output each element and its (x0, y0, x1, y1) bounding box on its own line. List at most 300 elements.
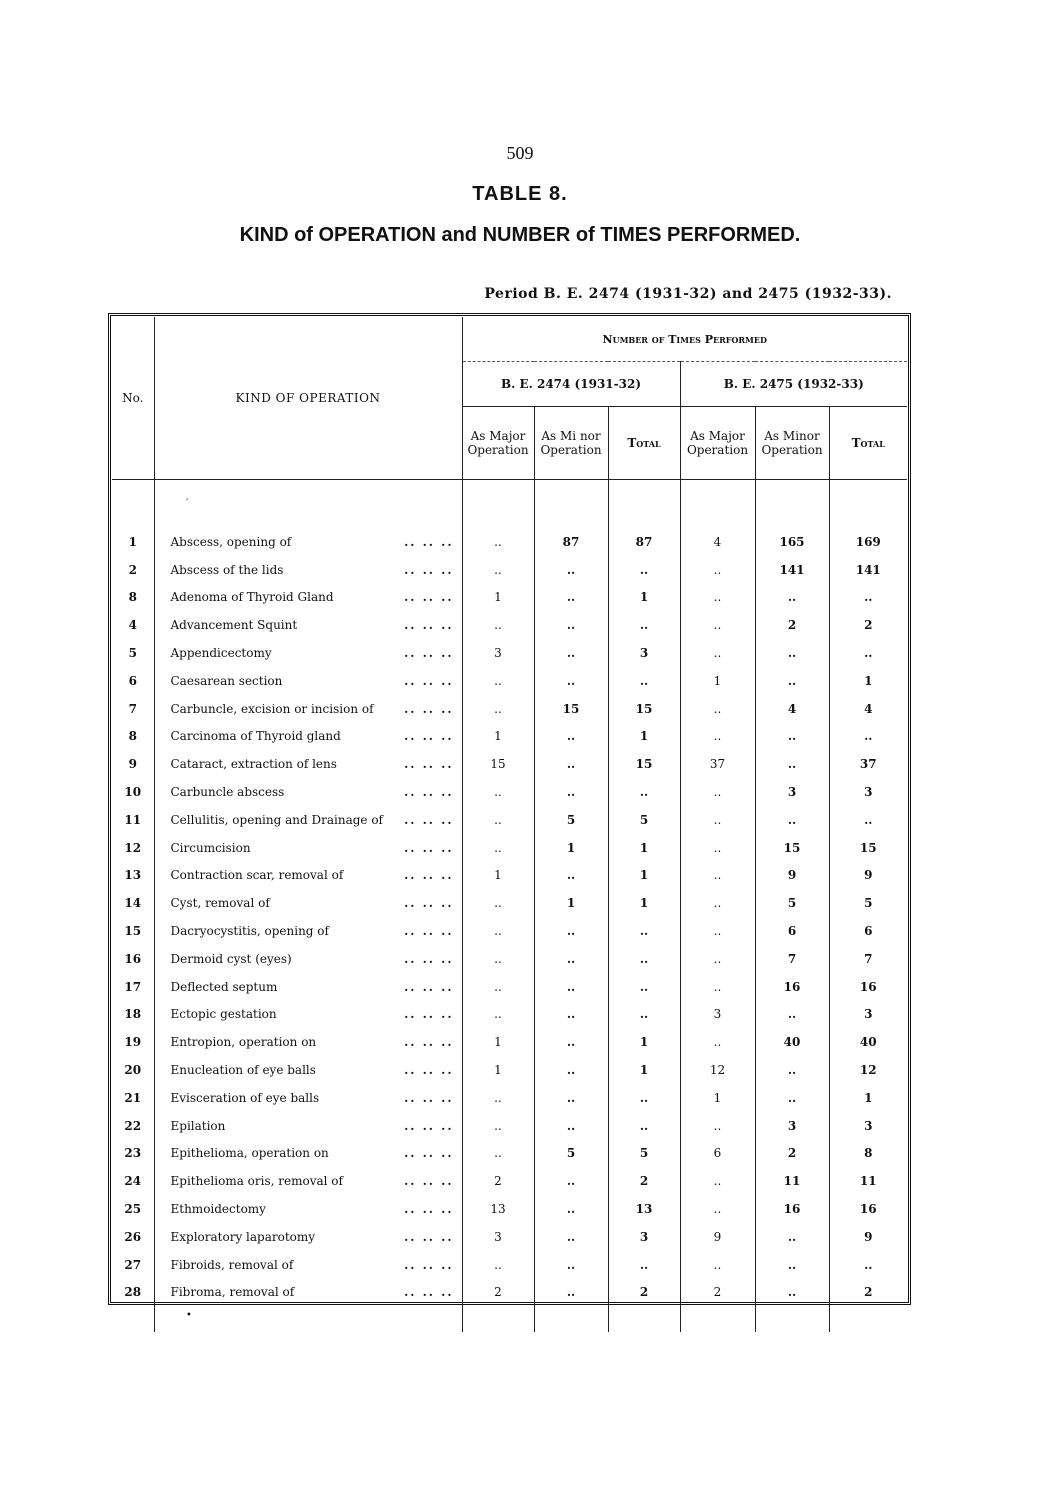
cell-minor-2: 15 (755, 834, 829, 862)
cell-minor-1: .. (534, 945, 608, 973)
row-kind-cell (154, 1279, 462, 1307)
cell-total-2: 4 (829, 695, 907, 723)
leader-dots: .. .. .. (404, 1090, 454, 1105)
stray-mark: ′ (186, 498, 189, 509)
table-row (112, 1112, 907, 1140)
cell-major-2: .. (680, 806, 755, 834)
cell-minor-1: .. (534, 723, 608, 751)
cell-minor-2: .. (755, 1084, 829, 1112)
row-kind-cell (154, 1001, 462, 1029)
cell-total-2: 3 (829, 778, 907, 806)
leader-dots: .. .. .. (404, 1007, 454, 1022)
cell-total-2: 40 (829, 1028, 907, 1056)
operation-name: Epithelioma oris, removal of (170, 1174, 343, 1189)
row-kind-cell (154, 528, 462, 556)
cell-minor-2: .. (755, 750, 829, 778)
cell-minor-2: .. (755, 667, 829, 695)
table-row (112, 1223, 907, 1251)
col-header-total-1: Total (608, 407, 680, 480)
leader-dots: .. .. .. (404, 1202, 454, 1217)
operation-name: Fibroma, removal of (170, 1285, 295, 1300)
cell-total-2: 169 (829, 528, 907, 556)
row-kind-cell (154, 973, 462, 1001)
cell-major-1: .. (462, 806, 534, 834)
row-number: 17 (124, 979, 142, 994)
row-kind-cell (154, 917, 462, 945)
operation-name: Cataract, extraction of lens (170, 757, 337, 772)
cell-total-2: .. (829, 806, 907, 834)
cell-major-1: 3 (462, 639, 534, 667)
table-row (112, 1028, 907, 1056)
table-row (112, 778, 907, 806)
row-kind-cell (154, 1140, 462, 1168)
cell-major-2: .. (680, 945, 755, 973)
cell-minor-2: 2 (755, 1140, 829, 1168)
cell-minor-2: 165 (755, 528, 829, 556)
cell-minor-2: 9 (755, 862, 829, 890)
row-kind-cell (154, 1195, 462, 1223)
row-number: 26 (124, 1229, 142, 1244)
cell-total-2: 2 (829, 611, 907, 639)
cell-major-2: .. (680, 556, 755, 584)
table-row (112, 639, 907, 667)
period2-header: B. E. 2475 (1932-33) (680, 362, 907, 407)
leader-dots: .. .. .. (404, 924, 454, 939)
operation-name: Epilation (170, 1118, 226, 1133)
cell-total-2: 5 (829, 889, 907, 917)
cell-major-1: .. (462, 1112, 534, 1140)
col-header-major-2: As Major Operation (680, 407, 755, 480)
table-row (112, 1279, 907, 1307)
cell-total-2: 2 (829, 1279, 907, 1307)
cell-total-1: 5 (608, 806, 680, 834)
cell-major-2: .. (680, 1112, 755, 1140)
table-row (112, 750, 907, 778)
cell-major-2: 6 (680, 1140, 755, 1168)
cell-total-1: .. (608, 973, 680, 1001)
cell-total-1: 87 (608, 528, 680, 556)
cell-total-2: 15 (829, 834, 907, 862)
row-number: 14 (124, 896, 142, 911)
cell-minor-1: .. (534, 1195, 608, 1223)
cell-minor-1: .. (534, 917, 608, 945)
cell-total-1: 2 (608, 1167, 680, 1195)
operation-name: Carbuncle, excision or incision of (170, 701, 374, 716)
leader-dots: .. .. .. (404, 1146, 454, 1161)
cell-major-2: 12 (680, 1056, 755, 1084)
leader-dots: .. .. .. (404, 979, 454, 994)
row-kind-cell (154, 1028, 462, 1056)
table-row (112, 945, 907, 973)
cell-minor-1: .. (534, 1167, 608, 1195)
operations-table (112, 317, 907, 1332)
cell-total-2: 11 (829, 1167, 907, 1195)
operation-name: Entropion, operation on (170, 1035, 317, 1050)
cell-total-1: 2 (608, 1279, 680, 1307)
cell-minor-2: .. (755, 723, 829, 751)
cell-major-2: .. (680, 917, 755, 945)
table-row (112, 1167, 907, 1195)
cell-minor-2: 3 (755, 1112, 829, 1140)
cell-total-1: .. (608, 1084, 680, 1112)
cell-total-1: 1 (608, 1028, 680, 1056)
row-kind-cell (154, 639, 462, 667)
cell-major-2: .. (680, 778, 755, 806)
row-number: 8 (128, 590, 137, 605)
table-row (112, 973, 907, 1001)
row-number: 11 (124, 812, 142, 827)
table-row (112, 528, 907, 556)
leader-dots: .. .. .. (404, 701, 454, 716)
cell-major-2: .. (680, 611, 755, 639)
col-header-minor-2: As Minor Operation (755, 407, 829, 480)
cell-total-1: 1 (608, 889, 680, 917)
row-kind-cell (154, 723, 462, 751)
operation-name: Ethmoidectomy (170, 1202, 266, 1217)
cell-minor-1: .. (534, 1001, 608, 1029)
cell-total-1: .. (608, 917, 680, 945)
cell-total-2: 3 (829, 1001, 907, 1029)
cell-minor-2: 5 (755, 889, 829, 917)
cell-total-1: 1 (608, 1056, 680, 1084)
cell-major-1: .. (462, 667, 534, 695)
cell-total-1: 1 (608, 584, 680, 612)
cell-major-2: .. (680, 834, 755, 862)
leader-dots: .. .. .. (404, 1257, 454, 1272)
operation-name: Cyst, removal of (170, 896, 270, 911)
table-row (112, 556, 907, 584)
leader-dots: .. .. .. (404, 562, 454, 577)
cell-minor-2: .. (755, 1056, 829, 1084)
row-kind-cell (154, 695, 462, 723)
operation-name: Contraction scar, removal of (170, 868, 344, 883)
leader-dots: .. .. .. (404, 1174, 454, 1189)
leader-dots: .. .. .. (404, 729, 454, 744)
row-number: 23 (124, 1146, 142, 1161)
table-row (112, 806, 907, 834)
cell-minor-1: 1 (534, 889, 608, 917)
cell-major-1: 1 (462, 1056, 534, 1084)
cell-major-2: 37 (680, 750, 755, 778)
cell-major-1: 1 (462, 584, 534, 612)
cell-major-1: 1 (462, 1028, 534, 1056)
leader-dots: .. .. .. (404, 534, 454, 549)
table-row (112, 611, 907, 639)
cell-total-1: 3 (608, 1223, 680, 1251)
cell-total-1: .. (608, 611, 680, 639)
row-number: 8 (128, 729, 137, 744)
cell-minor-1: .. (534, 639, 608, 667)
cell-major-2: .. (680, 1251, 755, 1279)
operation-name: Evisceration of eye balls (170, 1090, 320, 1105)
cell-major-1: 1 (462, 862, 534, 890)
cell-minor-1: 1 (534, 834, 608, 862)
leader-dots: .. .. .. (404, 1229, 454, 1244)
row-number: 4 (128, 618, 137, 633)
row-number: 1 (128, 534, 137, 549)
cell-total-1: 13 (608, 1195, 680, 1223)
cell-total-2: 3 (829, 1112, 907, 1140)
period-caption: Period B. E. 2474 (1931-32) and 2475 (1932-33). (484, 286, 892, 302)
table-row (112, 834, 907, 862)
cell-major-1: .. (462, 1001, 534, 1029)
cell-minor-1: 15 (534, 695, 608, 723)
table-row (112, 1251, 907, 1279)
row-number: 18 (124, 1007, 142, 1022)
cell-total-2: .. (829, 1251, 907, 1279)
cell-minor-2: 11 (755, 1167, 829, 1195)
page-title: KIND of OPERATION and NUMBER of TIMES PERFORMED. (239, 224, 801, 246)
row-number: 15 (124, 924, 142, 939)
table-row (112, 889, 907, 917)
row-kind-cell (154, 667, 462, 695)
cell-total-1: 1 (608, 723, 680, 751)
row-number: 9 (128, 757, 137, 772)
cell-total-1: .. (608, 1251, 680, 1279)
leader-dots: .. .. .. (404, 840, 454, 855)
table-row (112, 1084, 907, 1112)
row-number: 16 (124, 951, 142, 966)
row-number: 2 (128, 562, 137, 577)
table-body (112, 480, 907, 1333)
operation-name: Adenoma of Thyroid Gland (170, 590, 334, 605)
table-row (112, 723, 907, 751)
row-kind-cell (154, 750, 462, 778)
cell-minor-2: 16 (755, 973, 829, 1001)
row-number: 13 (124, 868, 142, 883)
cell-minor-1: .. (534, 1028, 608, 1056)
cell-minor-2: .. (755, 639, 829, 667)
cell-minor-1: .. (534, 778, 608, 806)
table-row (112, 584, 907, 612)
cell-major-2: 1 (680, 1084, 755, 1112)
cell-major-1: .. (462, 611, 534, 639)
cell-minor-2: .. (755, 1001, 829, 1029)
row-kind-cell (154, 889, 462, 917)
cell-total-2: .. (829, 723, 907, 751)
cell-total-2: 6 (829, 917, 907, 945)
cell-major-1: 2 (462, 1279, 534, 1307)
row-number: 10 (124, 785, 142, 800)
cell-minor-2: 16 (755, 1195, 829, 1223)
cell-minor-2: 6 (755, 917, 829, 945)
operation-name: Carcinoma of Thyroid gland (170, 729, 341, 744)
group-header: Number of Times Performed (462, 317, 907, 362)
cell-total-1: 1 (608, 834, 680, 862)
cell-minor-2: .. (755, 1251, 829, 1279)
leader-dots: .. .. .. (404, 673, 454, 688)
cell-major-1: 2 (462, 1167, 534, 1195)
cell-major-1: .. (462, 834, 534, 862)
operation-name: Advancement Squint (170, 618, 298, 633)
operation-name: Carbuncle abscess (170, 785, 285, 800)
table-label: TABLE 8. (472, 183, 568, 205)
operation-name: Abscess, opening of (170, 534, 292, 549)
cell-total-2: 7 (829, 945, 907, 973)
cell-major-2: .. (680, 723, 755, 751)
leader-dots: .. .. .. (404, 1285, 454, 1300)
cell-total-2: 9 (829, 862, 907, 890)
row-kind-cell (154, 806, 462, 834)
row-kind-cell (154, 778, 462, 806)
cell-total-1: .. (608, 667, 680, 695)
cell-major-1: 1 (462, 723, 534, 751)
spacer-row (112, 1306, 907, 1332)
row-number: 27 (124, 1257, 142, 1272)
cell-minor-1: .. (534, 1056, 608, 1084)
row-number: 19 (124, 1035, 142, 1050)
leader-dots: .. .. .. (404, 1035, 454, 1050)
cell-major-2: .. (680, 695, 755, 723)
leader-dots: .. .. .. (404, 812, 454, 827)
cell-major-2: .. (680, 862, 755, 890)
cell-minor-1: .. (534, 750, 608, 778)
table-row (112, 1140, 907, 1168)
cell-major-2: 1 (680, 667, 755, 695)
cell-major-2: .. (680, 1028, 755, 1056)
operation-name: Deflected septum (170, 979, 278, 994)
cell-major-1: .. (462, 889, 534, 917)
table-row (112, 917, 907, 945)
cell-minor-1: 5 (534, 806, 608, 834)
row-kind-cell (154, 1251, 462, 1279)
row-kind-cell (154, 611, 462, 639)
cell-minor-1: .. (534, 862, 608, 890)
cell-major-2: 3 (680, 1001, 755, 1029)
cell-major-1: .. (462, 695, 534, 723)
cell-minor-1: .. (534, 556, 608, 584)
cell-minor-2: .. (755, 584, 829, 612)
cell-total-1: 5 (608, 1140, 680, 1168)
col-header-total-2: Total (829, 407, 907, 480)
col-header-minor-1: As Mi nor Operation (534, 407, 608, 480)
leader-dots: .. .. .. (404, 1118, 454, 1133)
cell-minor-1: .. (534, 584, 608, 612)
cell-minor-1: .. (534, 1279, 608, 1307)
row-kind-cell (154, 1223, 462, 1251)
cell-minor-2: .. (755, 1223, 829, 1251)
leader-dots: .. .. .. (404, 951, 454, 966)
cell-major-2: .. (680, 889, 755, 917)
operation-name: Dacryocystitis, opening of (170, 924, 329, 939)
cell-major-1: 15 (462, 750, 534, 778)
leader-dots: .. .. .. (404, 868, 454, 883)
cell-minor-2: 40 (755, 1028, 829, 1056)
row-kind-cell (154, 1167, 462, 1195)
cell-total-2: 8 (829, 1140, 907, 1168)
leader-dots: .. .. .. (404, 896, 454, 911)
row-kind-cell (154, 1084, 462, 1112)
cell-minor-2: 2 (755, 611, 829, 639)
cell-major-1: .. (462, 1140, 534, 1168)
row-kind-cell (154, 945, 462, 973)
cell-total-2: 37 (829, 750, 907, 778)
table-row (112, 1001, 907, 1029)
row-number: 6 (128, 673, 137, 688)
cell-total-1: 15 (608, 750, 680, 778)
table-row (112, 1195, 907, 1223)
cell-total-1: .. (608, 1112, 680, 1140)
cell-minor-2: .. (755, 1279, 829, 1307)
cell-total-2: 16 (829, 1195, 907, 1223)
col-header-kind: KIND OF OPERATION (154, 317, 462, 480)
cell-total-2: .. (829, 584, 907, 612)
cell-total-2: .. (829, 639, 907, 667)
row-number: 28 (124, 1285, 142, 1300)
row-kind-cell (154, 1056, 462, 1084)
operation-name: Epithelioma, operation on (170, 1146, 329, 1161)
cell-major-1: .. (462, 1084, 534, 1112)
operation-name: Appendicectomy (170, 646, 272, 661)
leader-dots: .. .. .. (404, 1063, 454, 1078)
cell-major-2: 9 (680, 1223, 755, 1251)
leader-dots: .. .. .. (404, 757, 454, 772)
operation-name: Cellulitis, opening and Drainage of (170, 812, 383, 827)
row-number: 5 (128, 646, 137, 661)
row-number: 24 (124, 1174, 142, 1189)
col-header-major-1: As Major Operation (462, 407, 534, 480)
cell-total-1: .. (608, 556, 680, 584)
leader-dots: .. .. .. (404, 590, 454, 605)
leader-dots: .. .. .. (404, 785, 454, 800)
col-header-no: No. (112, 317, 154, 480)
cell-total-1: 1 (608, 862, 680, 890)
cell-major-2: .. (680, 639, 755, 667)
cell-minor-2: 141 (755, 556, 829, 584)
cell-major-2: .. (680, 1167, 755, 1195)
stray-mark-dot: • (186, 1310, 192, 1321)
cell-total-1: 15 (608, 695, 680, 723)
row-kind-cell (154, 556, 462, 584)
cell-major-1: 3 (462, 1223, 534, 1251)
table-row (112, 695, 907, 723)
cell-total-1: 3 (608, 639, 680, 667)
cell-major-1: .. (462, 528, 534, 556)
table-row (112, 667, 907, 695)
cell-total-1: .. (608, 945, 680, 973)
cell-minor-1: 5 (534, 1140, 608, 1168)
row-number: 20 (124, 1063, 142, 1078)
cell-minor-2: 3 (755, 778, 829, 806)
operation-name: Ectopic gestation (170, 1007, 277, 1022)
cell-minor-2: 4 (755, 695, 829, 723)
cell-total-1: .. (608, 778, 680, 806)
cell-major-1: .. (462, 945, 534, 973)
cell-minor-1: .. (534, 973, 608, 1001)
cell-minor-1: .. (534, 1112, 608, 1140)
cell-major-1: .. (462, 1251, 534, 1279)
cell-total-2: 1 (829, 1084, 907, 1112)
operation-name: Fibroids, removal of (170, 1257, 294, 1272)
operation-name: Caesarean section (170, 673, 283, 688)
row-kind-cell (154, 1112, 462, 1140)
cell-minor-1: 87 (534, 528, 608, 556)
period1-header: B. E. 2474 (1931-32) (462, 362, 680, 407)
operation-name: Exploratory laparotomy (170, 1229, 316, 1244)
leader-dots: .. .. .. (404, 618, 454, 633)
cell-major-1: .. (462, 556, 534, 584)
cell-minor-1: .. (534, 667, 608, 695)
cell-minor-2: .. (755, 806, 829, 834)
cell-major-2: 4 (680, 528, 755, 556)
row-number: 25 (124, 1202, 142, 1217)
row-kind-cell (154, 862, 462, 890)
cell-major-1: 13 (462, 1195, 534, 1223)
cell-major-1: .. (462, 778, 534, 806)
row-number: 21 (124, 1090, 142, 1105)
cell-major-2: .. (680, 584, 755, 612)
cell-major-2: .. (680, 1195, 755, 1223)
